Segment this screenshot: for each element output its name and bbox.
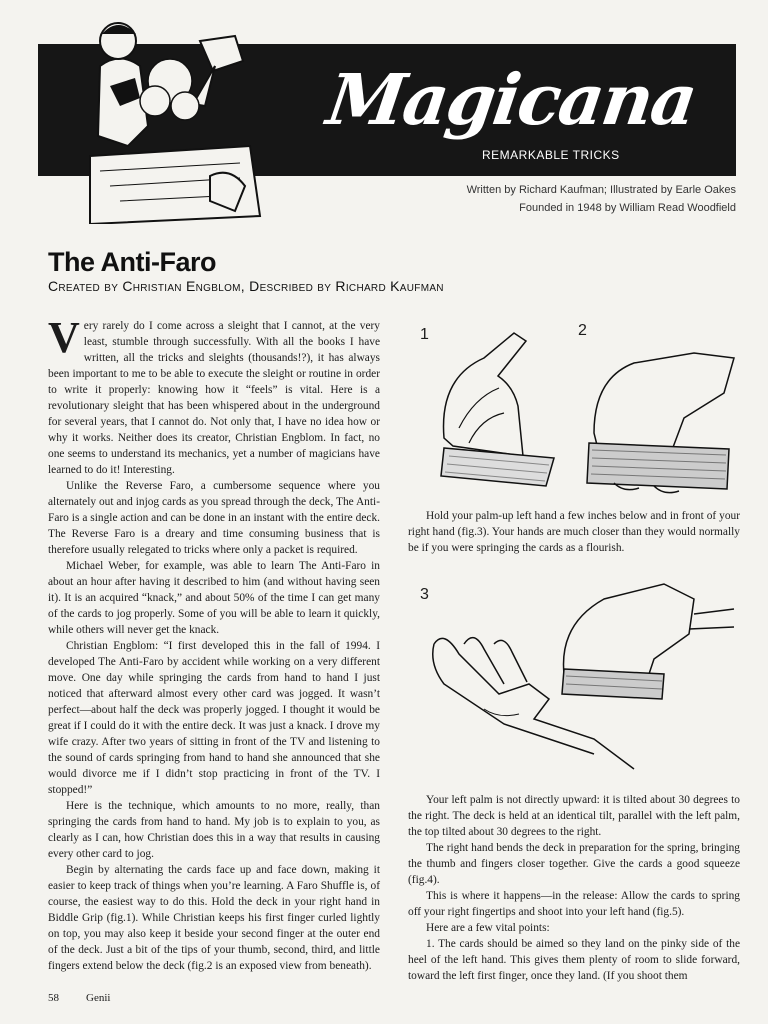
right-column-block-2 <box>408 792 740 984</box>
right-column-block-1 <box>408 508 740 556</box>
paragraph: This is where it happens—in the release: Allow the cards to spring off your right fingertips and shoot into your left hand (fig.5). <box>408 890 740 918</box>
paragraph: Christian Engblom: “I first developed this in the fall of 1994. I developed The Anti-Faro by accident while working on a very different move. One day while springing the cards from hand to hand I just noticed that afterward almost every other card was jogged. It wasn’t perfect—about half the deck was properly jogged. I thought it would be great if I could do it with the entire deck. It was just a knack. I drove my wife crazy. After two years of sitting in front of the TV and listening to the sound of cards springing from hand to hand she announced that she would divorce me if I didn’t stop practicing in front of the TV. I stopped!” <box>48 640 380 796</box>
paragraph: Unlike the Reverse Faro, a cumbersome sequence where you alternately out and injog cards as you spread through the deck, The Anti-Faro is a single action and can be done in an instant with the entire deck. The Reverse Faro is a dreary and time consuming business that is therefore usually relegated to tricks where only a packet is required. <box>48 480 380 556</box>
paragraph: Hold your palm-up left hand a few inches below and in front of your right hand (fig.3). Your hands are much closer than they would normally be if you were springing the cards as a flourish. <box>408 510 740 554</box>
paragraph: Here is the technique, which amounts to no more, really, than springing the cards from hand to hand. My job is to explain to you, as clearly as I can, how Christian does this in a way that results in causing every other card to jog. <box>48 800 380 860</box>
magician-illustration <box>70 6 270 224</box>
paragraph: Here are a few vital points: <box>426 922 550 934</box>
page-number: 58 <box>48 992 59 1004</box>
magazine-name: Genii <box>86 992 111 1004</box>
founder-credit: Founded in 1948 by William Read Woodfield <box>519 202 736 214</box>
figure-3-illustration <box>424 574 740 774</box>
article-title: The Anti-Faro <box>48 247 216 277</box>
paragraph: Begin by alternating the cards face up and face down, making it easier to keep track of things when you’re learning. A Faro Shuffle is, of course, the easiest way to do this. Hold the deck in your right hand in Biddle Grip (fig.1). While Christian keeps his first finger curled lightly on top, you may also keep it beside your second finger at the outer end of the deck. Just a bit of the tips of your thumb, second, third, and little fingers extend below the deck (fig.2 is an exposed view from beneath). <box>48 864 380 972</box>
left-column <box>48 313 380 974</box>
author-credit: Written by Richard Kaufman; Illustrated by Earle Oakes <box>466 184 736 196</box>
figure-3-label: 3 <box>420 586 429 603</box>
paragraph: 1. The cards should be aimed so they land on the pinky side of the heel of the left hand. This gives them plenty of room to slide forward, toward the left first finger, once they land. (If you shoot them <box>408 938 740 982</box>
figure-1-2-illustration <box>414 318 740 498</box>
figure-2-label: 2 <box>578 322 587 339</box>
article-byline: Created by Christian Engblom, Described by Richard Kaufman <box>48 278 444 294</box>
paragraph: Your left palm is not directly upward: it is tilted about 30 degrees to the right. The deck is held at an identical tilt, parallel with the left palm, the top tilted about 30 degrees to the right. <box>408 794 740 838</box>
figure-1-label: 1 <box>420 326 429 343</box>
section-subtitle: REMARKABLE TRICKS <box>482 148 620 162</box>
drop-cap: V <box>48 313 80 362</box>
paragraph: Michael Weber, for example, was able to learn The Anti-Faro in about an hour after having it described to him (and without having seen it). It is an acquired “knack,” and about 50% of the time I can get many of the cards to jog properly. Some of you will be able to learn it quickly, while others will never get the knack. <box>48 560 380 636</box>
paragraph: Very rarely do I come across a sleight that I cannot, at the very least, stumble through successfully. With all the books I have written, all the tricks and sleights (thousands!?), it has always been important to me to be able to execute the sleight or routine in order to write it properly: knowing how it “feels” is vital. Here is a revolutionary sleight that has been whispered about in the underground for several years, that I cannot do. Not only that, I have no idea how or why it works. Neither does its creator, Christian Engblom. In fact, no one seems to understand its mechanics, yet a number of magicians have learned to do it! Interesting. <box>48 313 380 476</box>
magazine-section-logo: Magicana <box>322 58 701 141</box>
paragraph: The right hand bends the deck in preparation for the spring, bringing the thumb and fingers closer together. Give the cards a good squeeze (fig.4). <box>408 842 740 886</box>
